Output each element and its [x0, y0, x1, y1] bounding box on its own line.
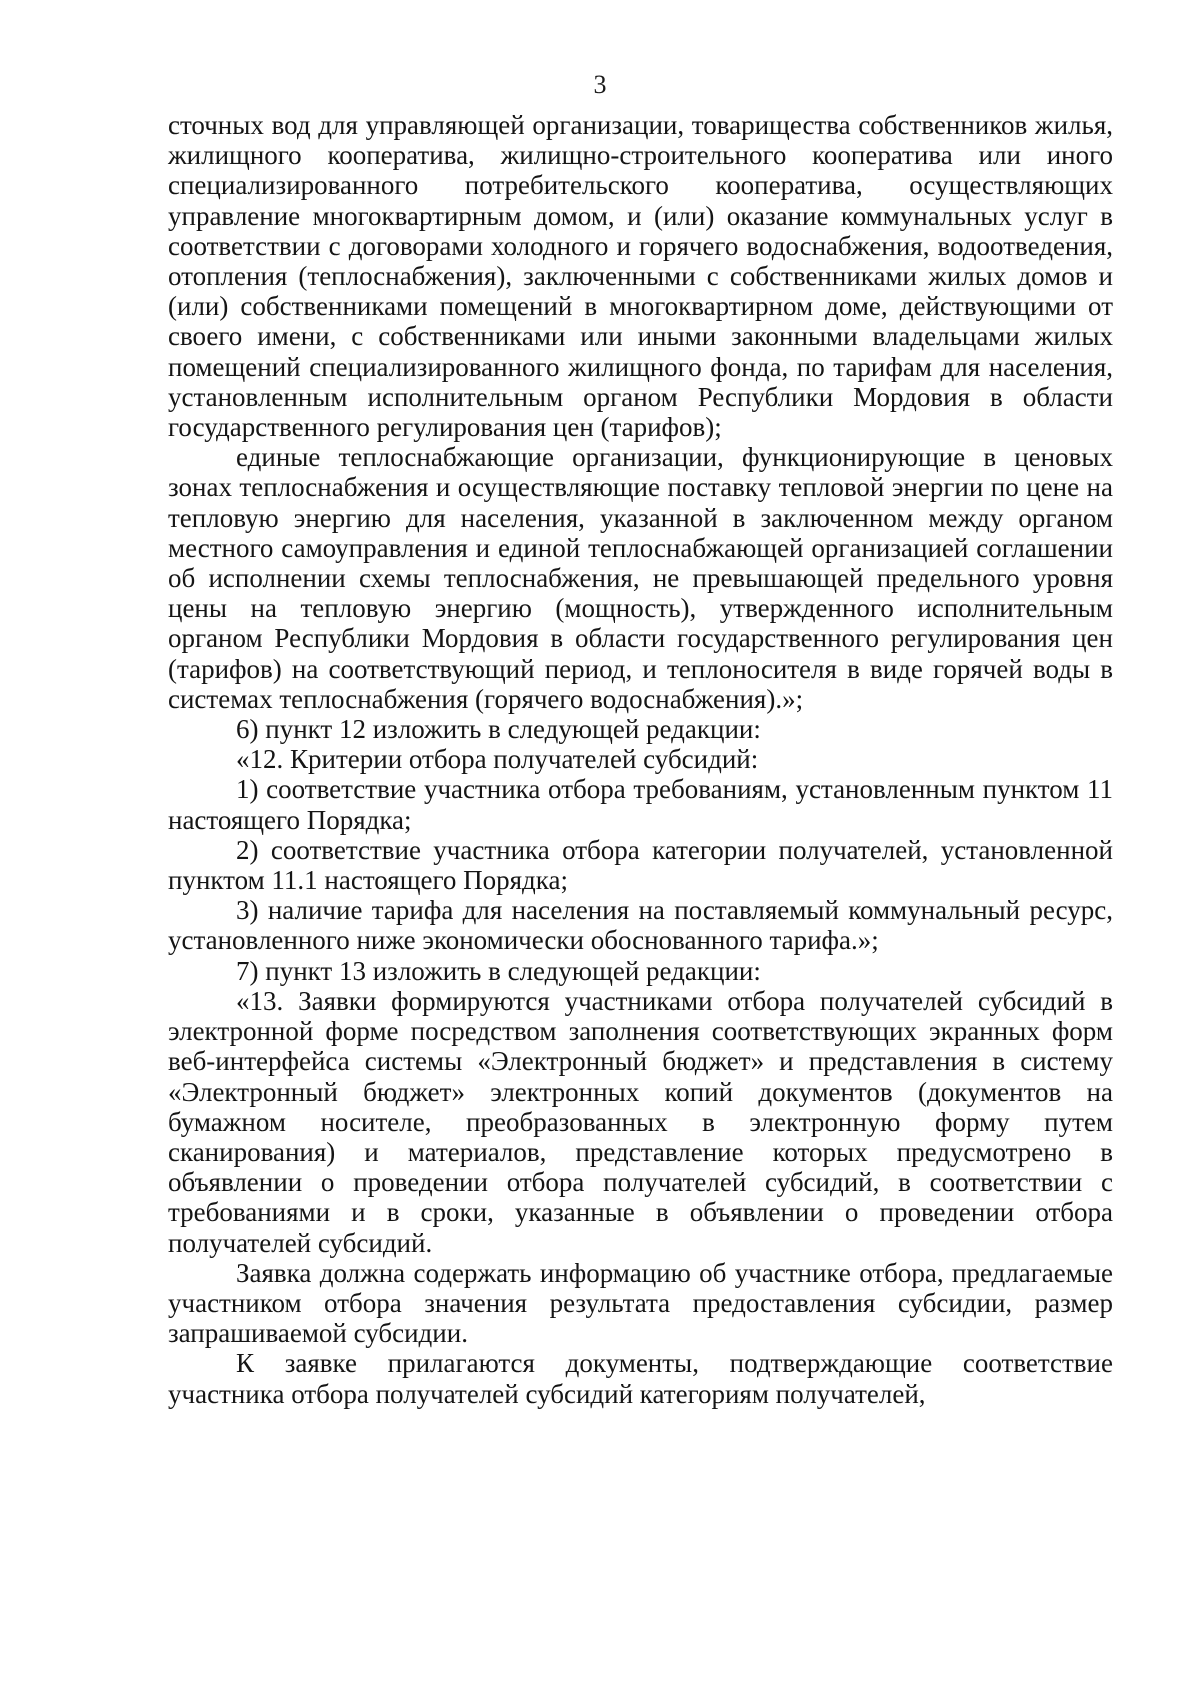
- paragraph-criteria-heading: «12. Критерии отбора получателей субсидий:: [236, 744, 759, 775]
- paragraph-criterion-2: 2) соответствие участника отбора категории получателей, установленной пунктом 11.1 настоящего Порядка;: [168, 834, 1113, 896]
- document-body: [168, 110, 1113, 1409]
- paragraph-criterion-3: 3) наличие тарифа для населения на поставляемый коммунальный ресурс, установленного ниже экономически обоснованного тарифа.»;: [168, 895, 1113, 956]
- paragraph-criterion-1: 1) соответствие участника отбора требованиям, установленным пунктом 11 настоящего Порядка;: [168, 774, 1113, 835]
- paragraph-applications-formation: «13. Заявки формируются участниками отбора получателей субсидий в электронной форме посредством заполнения соответствующих экранных форм веб-интерфейса системы «Электронный бюджет» и представления в систему «Электронный бюджет» электронных копий документов (документов на бумажном носителе, преобразованных в электронную форму путем сканирования) и материалов, представление которых предусмотрено в объявлении о проведении отбора получателей субсидий, в соответствии с требованиями и в сроки, указанные в объявлении о проведении отбора получателей субсидий.: [168, 985, 1113, 1258]
- paragraph-recipients-list-continued: сточных вод для управляющей организации, товарищества собственников жилья, жилищного кооператива, жилищно-строительного кооператива или иного специализированного потребительского кооператива, осуществляющих управление многоквартирным домом, и (или) оказание коммунальных услуг в соответствии с договорами холодного и горячего водоснабжения, водоотведения, отопления (теплоснабжения), заключенными с собственниками жилых домов и (или) собственниками помещений в многоквартирном доме, действующими от своего имени, с собственниками или иными законными владельцами жилых помещений специализированного жилищного фонда, по тарифам для населения, установленным исполнительным органом Республики Мордовия в области государственного регулирования цен (тарифов);: [168, 110, 1113, 443]
- page-number: 3: [593, 70, 607, 99]
- paragraph-application-contents: Заявка должна содержать информацию об участнике отбора, предлагаемые участником отбора значения результата предоставления субсидии, размер запрашиваемой субсидии.: [168, 1257, 1113, 1349]
- paragraph-attached-documents: К заявке прилагаются документы, подтверждающие соответствие участника отбора получателей субсидий категориям получателей,: [168, 1348, 1113, 1409]
- paragraph-amend-item-13: 7) пункт 13 изложить в следующей редакции:: [236, 955, 761, 986]
- paragraph-heat-supply-organizations: единые теплоснабжающие организации, функционирующие в ценовых зонах теплоснабжения и осуществляющие поставку тепловой энергии по цене на тепловую энергию для населения, указанной в заключенном между органом местного самоуправления и единой теплоснабжающей организацией соглашении об исполнении схемы теплоснабжения, не превышающей предельного уровня цены на тепловую энергию (мощность), утвержденного исполнительным органом Республики Мордовия в области государственного регулирования цен (тарифов) на соответствующий период, и теплоносителя в виде горячей воды в системах теплоснабжения (горячего водоснабжения).»;: [168, 442, 1113, 714]
- paragraph-amend-item-12: 6) пункт 12 изложить в следующей редакции:: [236, 714, 761, 745]
